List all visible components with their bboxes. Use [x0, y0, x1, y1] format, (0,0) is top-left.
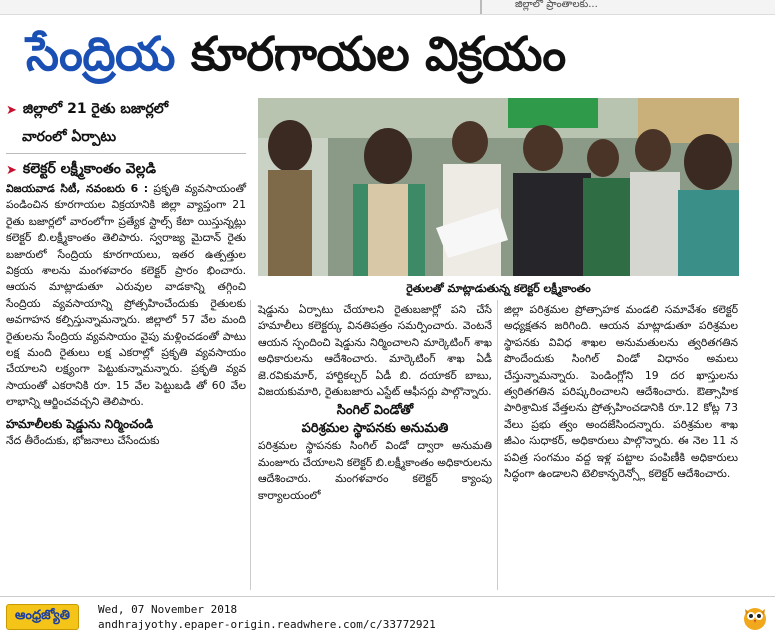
section-subhead	[258, 402, 492, 438]
highlight-item	[6, 98, 168, 122]
highlight-text: కలెక్టర్ లక్ష్మీకాంతం వెల్లడి	[22, 160, 156, 177]
section-subhead: హమాలీలకు షెడ్డును నిర్మించండి	[6, 416, 154, 431]
article-body-continued: నేద తీరేందుకు, భోజనాలు చేసేందుకు	[6, 433, 160, 447]
news-photo	[258, 98, 739, 276]
source-url[interactable]: andhrajyothy.epaper-origin.readwhere.com/c/33772921	[98, 618, 436, 631]
top-strip	[0, 0, 775, 15]
footer-meta	[98, 602, 436, 632]
article-column-1	[6, 181, 246, 449]
previous-article-fragment: జిల్లాలో ప్రాంతాలకు...	[515, 0, 598, 10]
highlight-text: వారంలో ఏర్పాటు	[22, 128, 117, 145]
article-body: ప్రకృతి వ్యవసాయంతో పండించిన కూరగాయల విక్రయానికి జిల్లా వ్యాప్తంగా 21 రైతు బజార్లలో వారంలోగా ప్రత్యేక స్టాల్స్ కేటా యిస్తున్నట్లు కలెక్టర్ బి.లక్ష్మీకాంతం తెలిపారు. స్వరాజ్య మైదాన్ రైతు బజారులో సేంద్రియ కూరగాయలు, ఇతర ఉత్పత్తుల విక్రయ శాలను మంగళవారం కలెక్టర్ ప్రారం భించారు. ఆయన మాట్లాడుతూ ఎరువుల వాడకాన్ని తగ్గించి సేంద్రియ వ్యవసాయాన్ని ప్రోత్సహించేందుకు రైతులకు అవగాహన కల్పిస్తున్నామన్నారు. జిల్లాలో 57 వేల మంది రైతులను సేంద్రియ వ్యవసాయం వైపు మళ్లించడంతో పాటు లక్ష మంది రైతులు లక్ష ఎకరాల్లో ప్రకృతి వ్యవసాయం చేయాలని లక్ష్యంగా పెట్టుకున్నామన్నారు. ప్రకృతి వ్యవ సాయంతో ఎకరానికి రూ. 15 వేల పెట్టుబడి తో 60 వేల లాభాన్ని ఆర్జించవచ్చని తెలిపారు.	[6, 182, 247, 409]
article-column-2	[258, 302, 492, 504]
article-body: షెడ్డును ఏర్పాటు చేయాలని రైతుబజార్లో పని చేసే హమాలీలు కలెక్టర్కు వినతిపత్రం సమర్పించారు. వెంటనే ఆయన స్పందించి షెడ్డును నిర్మించాలని మార్కెటింగ్ శాఖ అధికారులను ఆదేశించారు. మార్కెటింగ్ శాఖ ఏడీ జె.రవికుమార్, హార్టికల్చర్ ఏడీ బి. దయాకర్ బాబు, విజయకుమారి, రైతుబజారు ఎస్టేట్ ఆఫీసర్లు పాల్గొన్నారు.	[258, 303, 492, 399]
highlight-item	[6, 158, 156, 182]
newspaper-logo[interactable]: ఆంధ్రజ్యోతి	[6, 604, 79, 630]
column-divider	[250, 300, 251, 590]
subhead-line: పరిశ్రమల స్థాపనకు అనుమతి	[301, 421, 449, 437]
article-column-3	[504, 302, 738, 482]
headline-highlight: సేంద్రియ	[26, 27, 175, 82]
subhead-line: సింగిల్ విండోతో	[336, 403, 414, 419]
photo-caption: రైతులతో మాట్లాడుతున్న కలెక్టర్ లక్ష్మీకాంతం	[406, 282, 591, 295]
highlight-text: జిల్లాలో 21 రైతు బజార్లలో	[22, 100, 169, 117]
owl-mascot-icon	[742, 603, 768, 631]
photo-illustration	[258, 98, 739, 276]
highlight-divider	[6, 153, 246, 154]
highlight-item-continued	[6, 126, 116, 150]
headline-rest: కూరగాయల విక్రయం	[190, 27, 566, 82]
column-divider	[480, 0, 482, 14]
headline	[26, 28, 566, 82]
article-body-continued: పరిశ్రమల స్థాపనకు సింగిల్ విండో ద్వారా అనుమతి మంజూరు చేయాలని కలెక్టర్ బి.లక్ష్మీకాంతం అధికారులను ఆదేశించారు. మంగళవారం కలెక్టర్ క్యాంపు కార్యాలయంలో	[258, 439, 492, 502]
dateline: విజయవాడ సిటీ, నవంబరు 6 :	[6, 182, 149, 195]
column-divider	[497, 300, 498, 590]
edition-date: Wed, 07 November 2018	[98, 603, 238, 616]
bullet-arrow-icon: ➤	[6, 102, 17, 118]
bullet-arrow-icon: ➤	[6, 162, 17, 178]
article-body: జిల్లా పరిశ్రమల ప్రోత్సాహక మండలి సమావేశం కలెక్టర్ అధ్యక్షతన జరిగింది. ఆయన మాట్లాడుతూ పరిశ్రమల స్థాపనకు వివిధ శాఖల అనుమతులను త్వరితగతిన పొందేందుకు సింగిల్ విండో విధానం అమలు చేస్తున్నామన్నారు. పెండింగ్లోని 19 దర ఖాస్తులను త్వరితగతిన పరిష్కరించాలని ఆదేశించారు. ఔత్సాహిక పారిశ్రామిక వేత్తలను ప్రోత్సహించడానికి రూ.12 కోట్ల 73 వేలు ప్రభు త్వం అందజేసిందన్నారు. పరిశ్రమల శాఖ జీఎం సుధాకర్, అధికారులు పాల్గొన్నారు. ఈ నెల 11 న పవిత్ర సంగమం వద్ద ఇళ్ల పట్టాల పంపిణీకి అధికారులు సిద్ధంగా ఉండాలని టెలికాన్ఫరెన్స్లో కలెక్టర్ ఆదేశించారు.	[504, 303, 738, 481]
